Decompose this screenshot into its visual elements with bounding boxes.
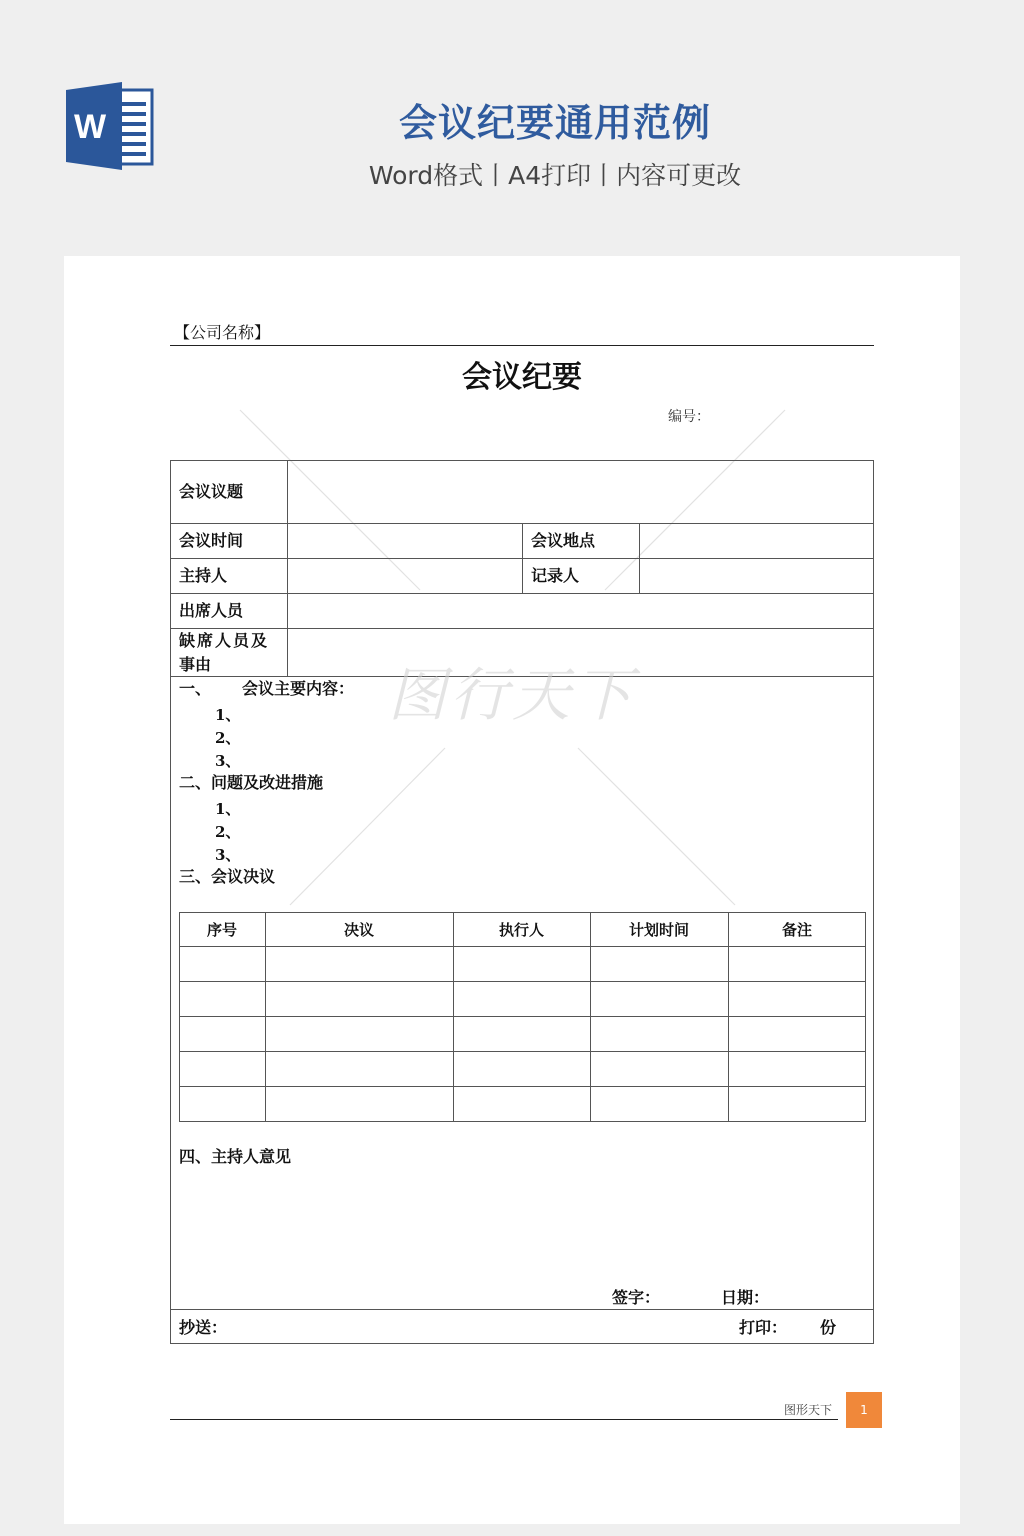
field-label-attendees: 出席人员 <box>179 601 244 620</box>
column-divider <box>522 523 523 593</box>
page-subtitle: Word格式丨A4打印丨内容可更改 <box>368 161 742 190</box>
field-label-absent: 缺席人员及 <box>179 631 270 650</box>
list-item: 3、 <box>215 752 241 770</box>
list-item: 1、 <box>215 706 241 724</box>
list-item: 2、 <box>215 729 241 747</box>
table-header-plan-time: 计划时间 <box>628 921 689 939</box>
company-name: 【公司名称】 <box>174 323 271 342</box>
document-number-label: 编号： <box>668 409 710 425</box>
table-header-resolution: 决议 <box>343 921 374 939</box>
table-row <box>179 1086 866 1087</box>
table-column-divider <box>728 912 729 1122</box>
document-title: 会议纪要 <box>462 360 582 395</box>
section-2-title: 二、问题及改进措施 <box>179 773 324 792</box>
field-label-topic: 会议议题 <box>179 482 244 501</box>
section-1-marker: 一、 <box>179 679 212 698</box>
company-divider <box>170 345 874 346</box>
field-label-recorder: 记录人 <box>531 566 580 585</box>
cc-label: 抄送： <box>179 1318 228 1337</box>
table-column-divider <box>453 912 454 1122</box>
word-icon-letter: W <box>73 108 107 146</box>
field-label-host: 主持人 <box>179 566 228 585</box>
table-column-divider <box>590 912 591 1122</box>
table-row <box>179 1051 866 1052</box>
table-header-executor: 执行人 <box>498 921 544 939</box>
print-label: 打印： <box>739 1318 788 1337</box>
table-row <box>179 946 866 947</box>
date-label: 日期： <box>721 1288 770 1307</box>
footer-divider <box>170 1419 838 1420</box>
section-1-title: 会议主要内容： <box>242 679 355 698</box>
list-item: 3、 <box>215 846 241 864</box>
row-divider <box>170 593 874 594</box>
signature-label: 签字： <box>612 1288 661 1307</box>
copies-label: 份 <box>820 1318 837 1337</box>
field-label-time: 会议时间 <box>179 531 244 550</box>
column-divider <box>287 460 288 676</box>
page-number-badge: 1 <box>846 1392 882 1428</box>
list-item: 2、 <box>215 823 241 841</box>
section-4-title: 四、主持人意见 <box>179 1147 292 1166</box>
table-header-seq: 序号 <box>206 921 237 939</box>
table-column-divider <box>265 912 266 1122</box>
list-item: 1、 <box>215 800 241 818</box>
row-divider <box>170 628 874 629</box>
resolution-table <box>179 912 866 1122</box>
field-label-absent-reason: 事由 <box>179 655 212 674</box>
table-row <box>179 981 866 982</box>
page-title: 会议纪要通用范例 <box>398 101 711 145</box>
column-divider <box>639 523 640 593</box>
field-label-location: 会议地点 <box>531 531 596 550</box>
footer-brand: 图形天下 <box>784 1403 833 1417</box>
watermark: 图行天下 <box>388 661 637 729</box>
table-header-remarks: 备注 <box>781 921 812 939</box>
table-row <box>179 1016 866 1017</box>
section-3-title: 三、会议决议 <box>179 867 276 886</box>
